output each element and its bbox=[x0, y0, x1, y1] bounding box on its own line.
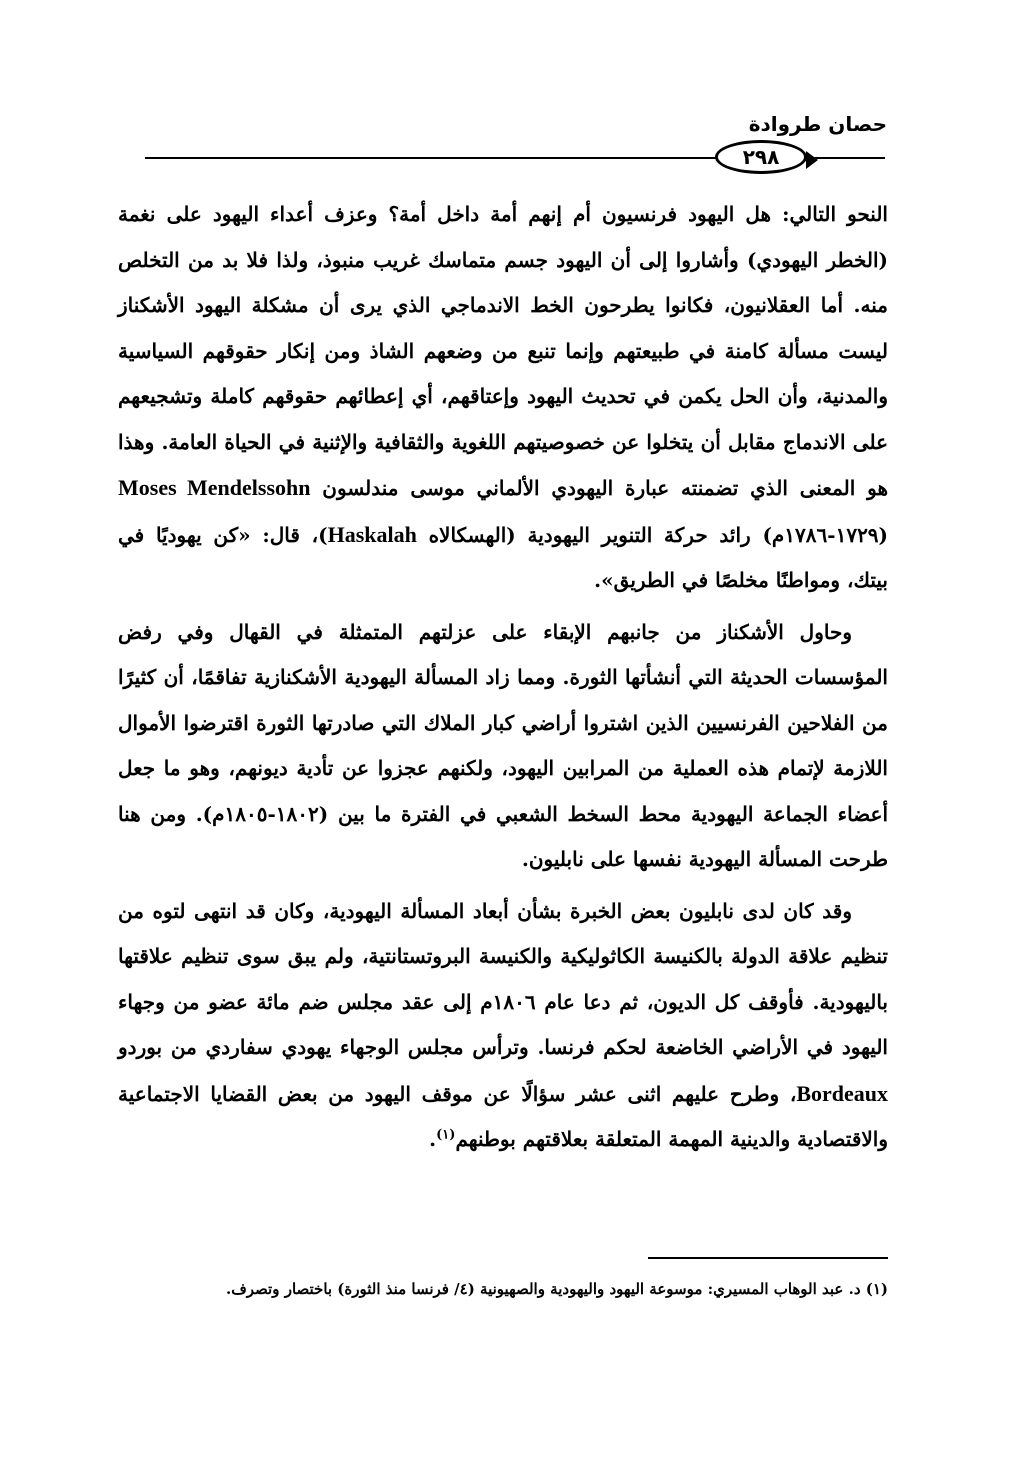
page-number: ٢٩٨ bbox=[742, 145, 780, 169]
latin-term-haskalah: Haskalah bbox=[327, 521, 417, 547]
main-text bbox=[118, 192, 888, 1169]
page-number-badge bbox=[715, 140, 807, 174]
paragraph-text: (١٧٢٩-١٧٨٦م) رائد حركة التنوير اليهودية (الهسكالاه bbox=[416, 522, 889, 547]
paragraph-2 bbox=[118, 610, 888, 883]
latin-term-bordeaux: Bordeaux bbox=[796, 1080, 888, 1106]
paragraph-text: )، قال: «كن يهوديًا في بيتك، ومواطنًا مخلصًا في الطريق». bbox=[118, 522, 888, 592]
paragraph-text: . bbox=[429, 1127, 437, 1151]
paragraph-text: ، وطرح عليهم اثنى عشر سؤالًا عن موقف اليهود من بعض القضايا الاجتماعية والاقتصادية والدينية المهمة المتعلقة بعلاقتهم بوطنهم bbox=[118, 1081, 888, 1151]
paragraph-3 bbox=[118, 889, 888, 1163]
latin-term-mendelssohn: Moses Mendelssohn bbox=[118, 475, 311, 500]
running-title: حصان طروادة bbox=[748, 112, 887, 136]
paragraph-text: وقد كان لدى نابليون بعض الخبرة بشأن أبعاد المسألة اليهودية، وكان قد انتهى لتوه من تنظيم علاقة الدولة بالكنيسة الكاثوليكية والكنيسة البروتستانتية، ولم يبق سوى تنظيم علاقتها باليهودية. فأوقف كل الديون، ثم دعا عام ١٨٠٦م إلى عقد مجلس ضم مائة عضو من وجهاء اليهود في الأراضي الخاضعة لحكم فرنسا. وترأس مجلس الوجهاء يهودي سفاردي من بوردو bbox=[118, 898, 888, 1059]
paragraph-text: وحاول الأشكناز من جانبهم الإبقاء على عزلتهم المتمثلة في القهال وفي رفض المؤسسات الحديثة التي أنشأتها الثورة. ومما زاد المسألة اليهودية الأشكنازية تفاقمًا، أن كثيرًا من الفلاحين الفرنسيين الذين اشتروا أراضي كبار الملاك التي صادرتها الثورة اقترضوا الأموال اللازمة لإتمام هذه العملية من المرابين اليهود، ولكنهم عجزوا عن تأدية ديونهم، وهو ما جعل أعضاء الجماعة اليهودية محط السخط الشعبي في الفترة ما بين (١٨٠٢-١٨٠٥م). ومن هنا طرحت المسألة اليهودية نفسها على نابليون. bbox=[118, 619, 889, 871]
footnote-rule bbox=[648, 1257, 888, 1259]
paragraph-1 bbox=[118, 192, 888, 604]
footnote: (١) د. عبد الوهاب المسيري: موسوعة اليهود واليهودية والصهيونية (٤/ فرنسا منذ الثورة) باختصار وتصرف. bbox=[226, 1280, 888, 1298]
footnote-marker: (١) bbox=[436, 1127, 456, 1143]
paragraph-text: النحو التالي: هل اليهود فرنسيون أم إنهم أمة داخل أمة؟ وعزف أعداء اليهود على نغمة (الخطر اليهودي) وأشاروا إلى أن اليهود جسم متماسك غريب منبوذ، ولذا فلا بد من التخلص منه. أما العقلانيون، فكانوا يطرحون الخط الاندماجي الذي يرى أن مشكلة اليهود الأشكناز ليست مسألة كامنة في طبيعتهم وإنما تنبع من وضعهم الشاذ ومن إنكار حقوقهم السياسية والمدنية، وأن الحل يكمن في تحديث اليهود وإعتاقهم، أي إعطائهم حقوقهم كاملة وتشجيعهم على الاندماج مقابل أن يتخلوا عن خصوصيتهم اللغوية والثقافية والإثنية في الحياة العامة. وهذا هو المعنى الذي تضمنته عبارة اليهودي الألماني موسى مندلسون bbox=[118, 202, 888, 500]
